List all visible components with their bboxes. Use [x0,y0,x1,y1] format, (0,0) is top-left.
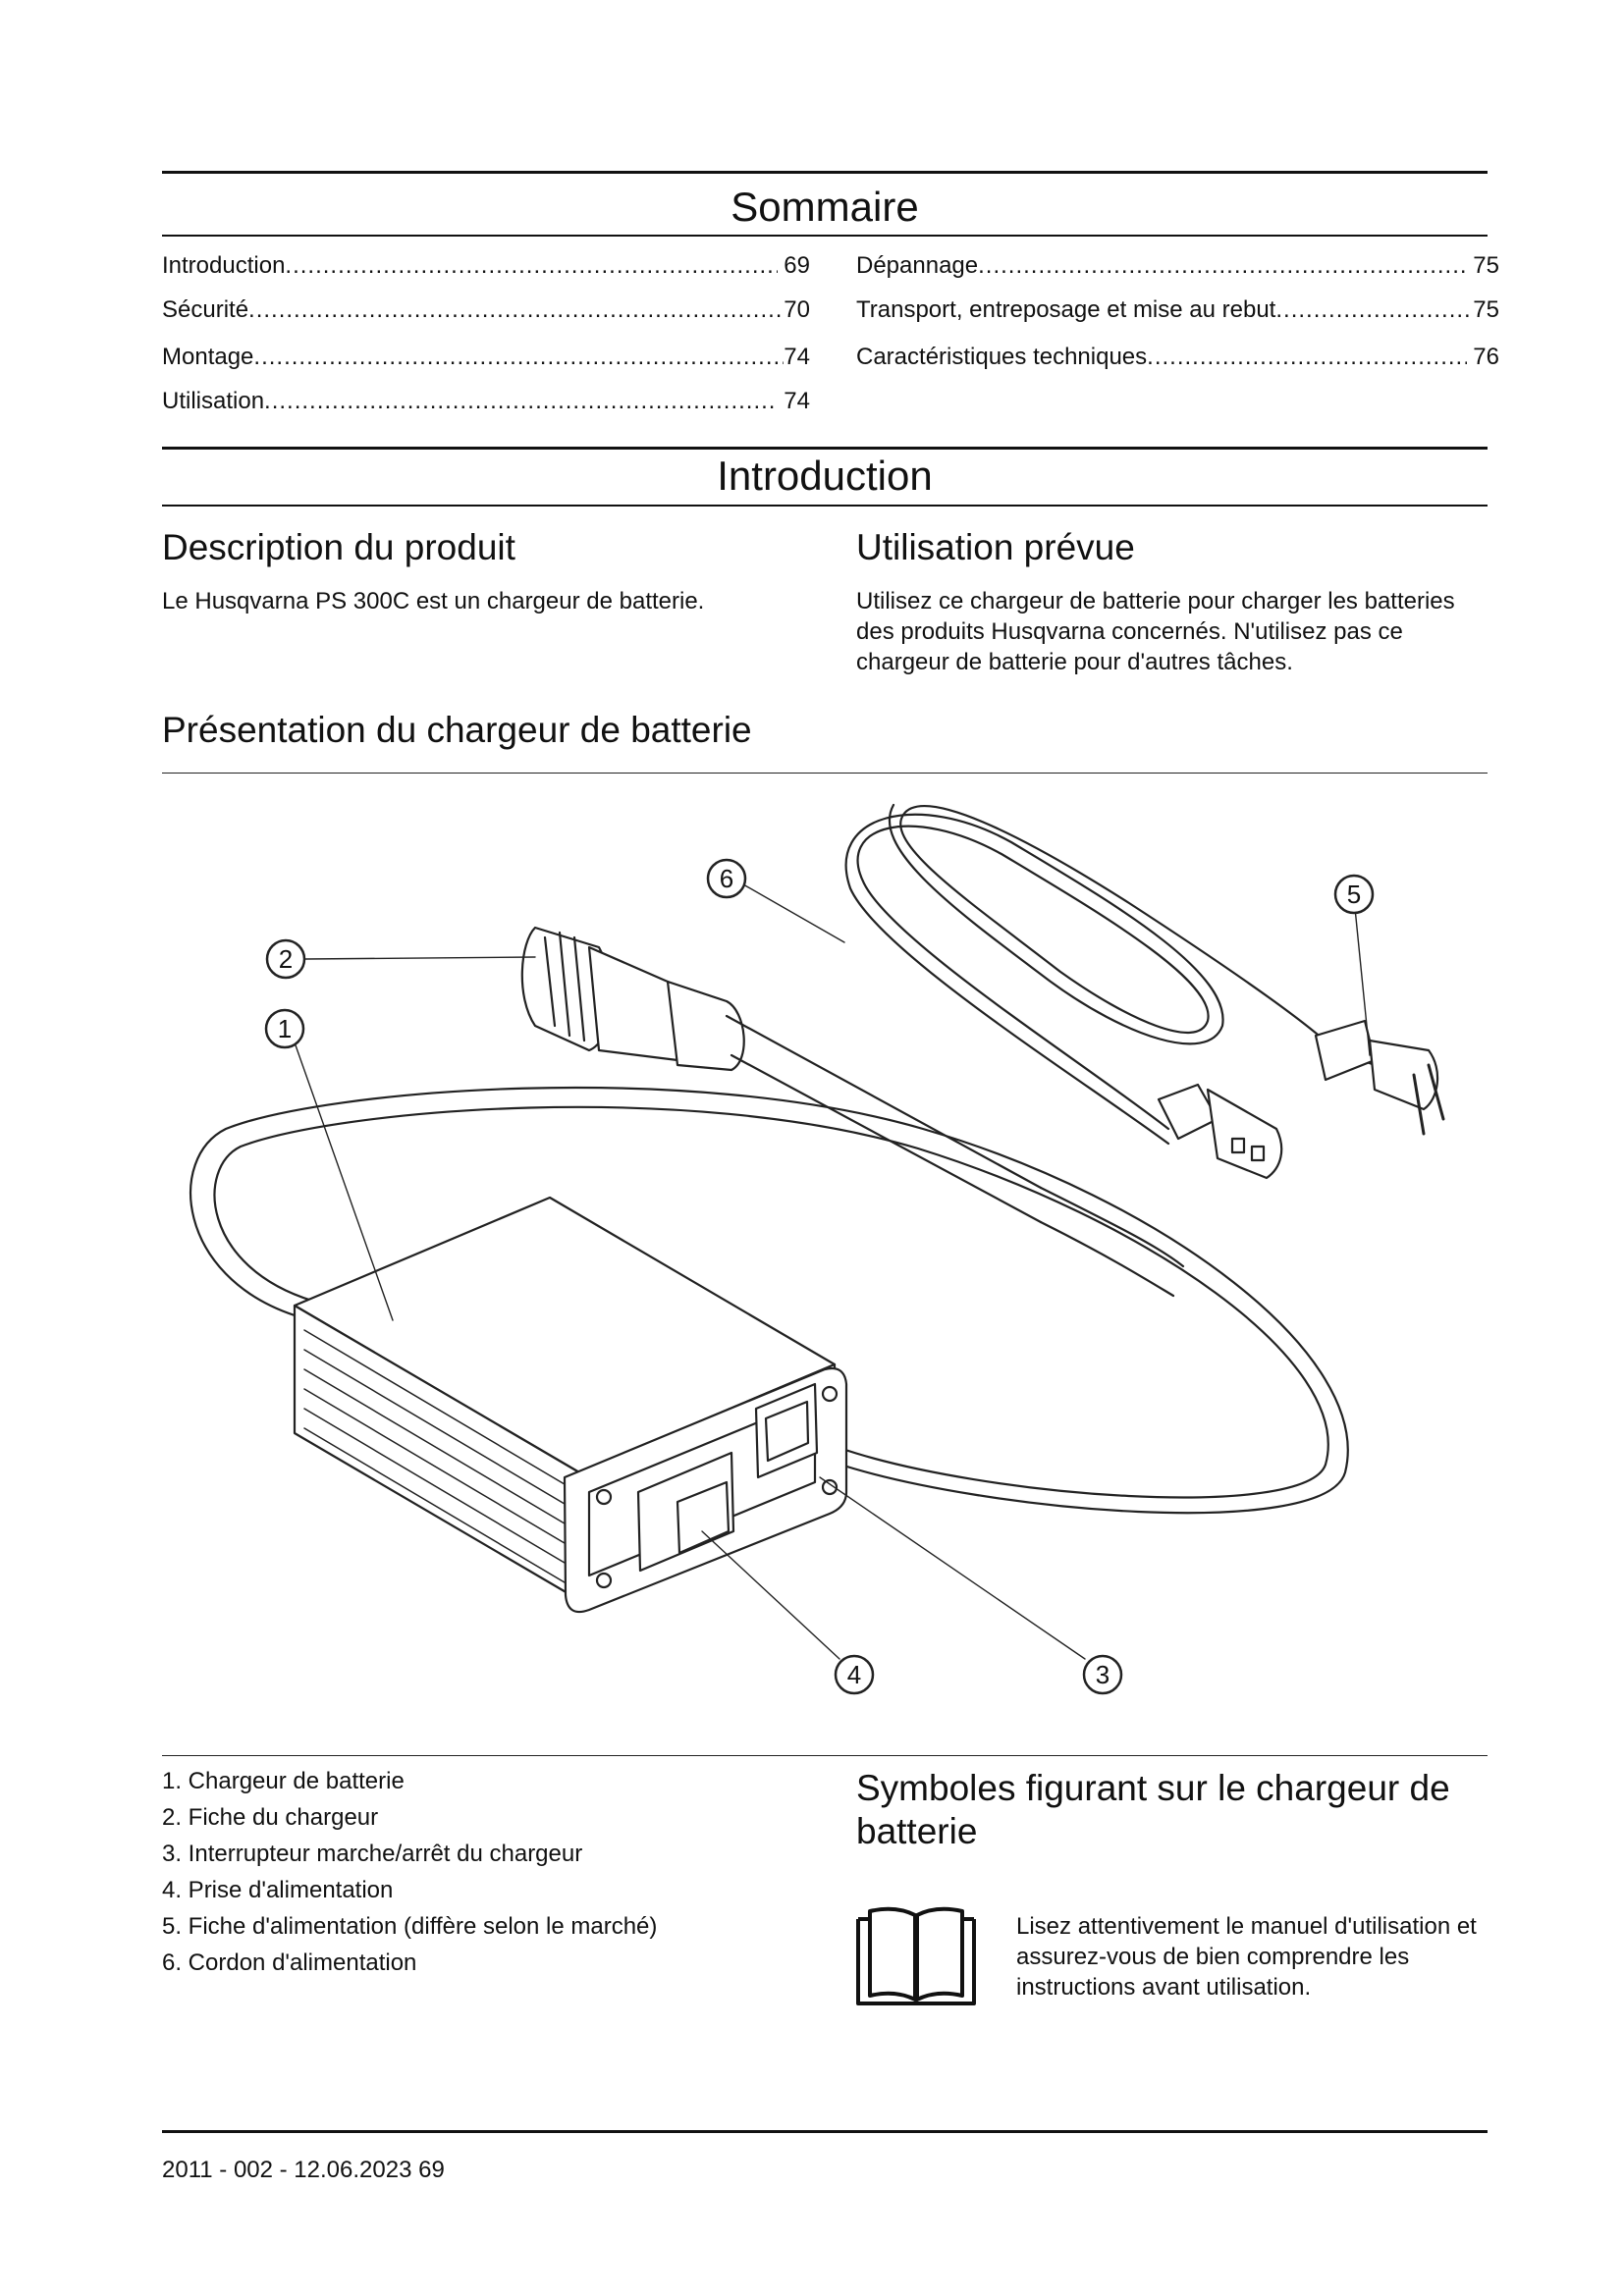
overview-heading: Présentation du chargeur de batterie [162,710,752,750]
callout-2-label: 2 [278,944,294,974]
legend-item: 6. Cordon d'alimentation [162,1949,417,1976]
toc-entry-page: 70 [784,296,810,323]
callout-6 [708,860,745,897]
charger-plug [522,928,1041,1222]
toc-entry-page: 69 [784,252,810,279]
description-heading: Description du produit [162,527,515,567]
legend-item: 4. Prise d'alimentation [162,1877,394,1903]
footer-text: 2011 - 002 - 12.06.2023 69 [162,2157,445,2183]
intended-use-text: Utilisez ce chargeur de batterie pour charger les batteries des produits Husqvarna concernés. N'utilisez pas ce chargeur de batterie pour d'autres tâches. [856,588,1455,675]
manual-symbol-text: Lisez attentivement le manuel d'utilisation et assurez-vous de bien comprendre les instructions avant utilisation. [1016,1913,1477,2001]
intro-title: Introduction [717,453,933,499]
callout-3-label: 3 [1095,1660,1110,1689]
toc-entry-page: 75 [1473,296,1499,323]
callout-3 [1084,1656,1121,1693]
callout-4-label: 4 [846,1660,862,1689]
battery-charger [295,1198,846,1612]
description-text: Le Husqvarna PS 300C est un chargeur de batterie. [162,588,705,614]
legend-item: 1. Chargeur de batterie [162,1768,405,1794]
toc-entry-label: Montage [162,344,254,370]
toc-entry-label: Caractéristiques techniques [856,344,1148,370]
symbols-heading: Symboles figurant sur le chargeur de batterie [856,1768,1450,1851]
toc-entry-label: Transport, entreposage et mise au rebut [856,296,1276,323]
intended-use-heading: Utilisation prévue [856,527,1135,567]
toc-entry-label: Sécurité [162,296,249,323]
toc-entry-page: 74 [784,388,810,414]
callout-5 [1335,876,1373,913]
legend-item: 2. Fiche du chargeur [162,1804,379,1831]
footer-rule [162,2130,1488,2133]
toc-entry-page: 76 [1473,344,1499,370]
toc-entry-label: Introduction [162,252,286,279]
legend-item: 5. Fiche d'alimentation (diffère selon le marché) [162,1913,658,1940]
callout-5-label: 5 [1346,880,1362,909]
toc-entry-page: 75 [1473,252,1499,279]
toc-entry-page: 74 [784,344,810,370]
legend-item: 3. Interrupteur marche/arrêt du chargeur [162,1841,583,1867]
callout-1-label: 1 [277,1014,293,1043]
callout-4 [836,1656,873,1693]
legend-top-rule [162,1755,1488,1756]
manual-book-icon [852,1901,980,2009]
callout-1 [266,1010,303,1047]
toc-entry-label: Utilisation [162,388,265,414]
toc-title: Sommaire [731,184,919,230]
toc-entry-label: Dépannage [856,252,979,279]
callout-6-label: 6 [719,864,734,893]
callout-2 [267,940,304,978]
